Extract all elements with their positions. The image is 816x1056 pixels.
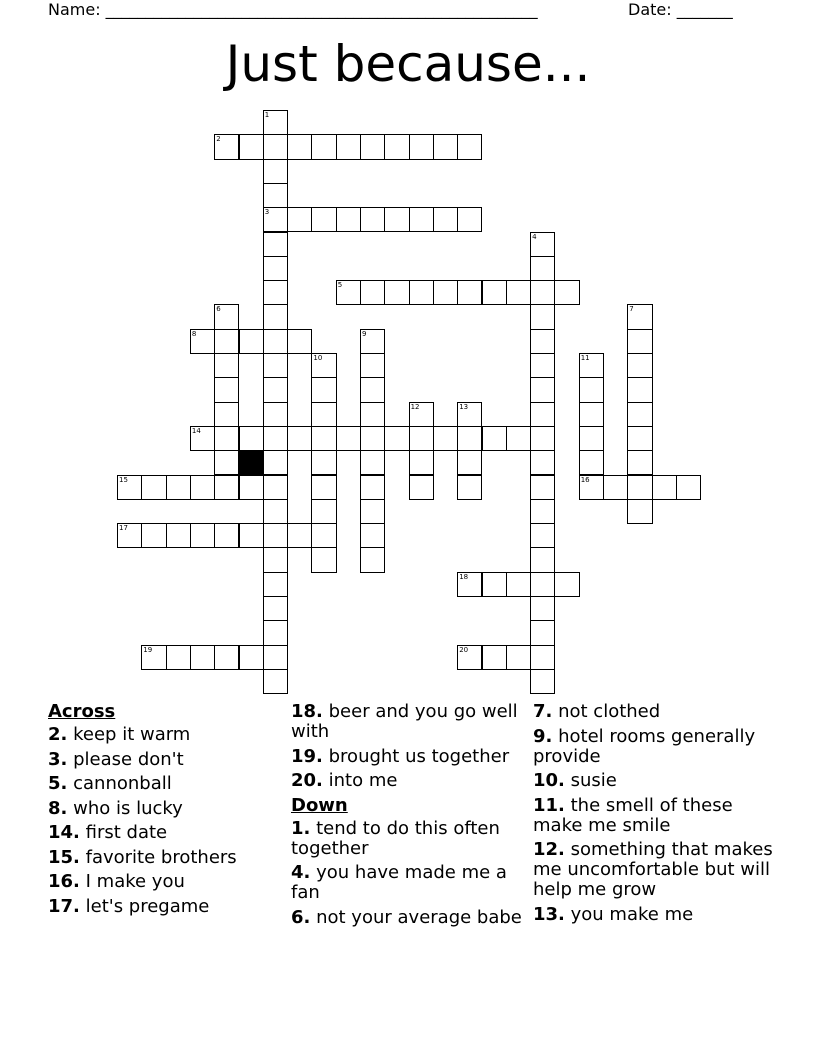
clue-across-16: 16. I make you xyxy=(48,871,185,892)
grid-cell[interactable] xyxy=(457,475,482,500)
clue-number: 8 xyxy=(191,329,197,338)
grid-cell[interactable] xyxy=(457,134,482,159)
clue-across-17: 17. let's pregame xyxy=(48,895,210,917)
grid-cell[interactable] xyxy=(311,475,336,500)
clues-column-3 xyxy=(533,702,773,929)
grid-cell[interactable] xyxy=(530,426,555,451)
clue-down-12: 12. something that makes me uncomfortable but will help me grow xyxy=(533,839,773,900)
grid-cell[interactable] xyxy=(263,256,288,281)
grid-cell[interactable] xyxy=(530,353,555,378)
grid-cell[interactable] xyxy=(457,402,482,427)
down-heading: Down xyxy=(291,794,348,816)
clue-down-6: 6. not your average babe xyxy=(291,906,522,928)
clue-across-8: 8. who is lucky xyxy=(48,797,183,819)
clue-number: 12 xyxy=(410,402,420,411)
grid-cell[interactable] xyxy=(433,207,458,232)
grid-cell[interactable] xyxy=(457,280,482,305)
grid-cell[interactable] xyxy=(336,207,361,232)
clue-across-19: 19. brought us together xyxy=(291,745,510,767)
grid-cell[interactable] xyxy=(263,159,288,184)
grid-cell[interactable] xyxy=(506,645,531,670)
grid-cell[interactable] xyxy=(263,523,288,548)
grid-cell[interactable] xyxy=(263,232,288,257)
clue-number: 6 xyxy=(216,305,221,314)
clue-down-1: 1. tend to do this often together xyxy=(291,817,500,859)
grid-cell[interactable] xyxy=(263,304,288,329)
grid-cell[interactable] xyxy=(287,329,312,354)
grid-cell[interactable] xyxy=(482,280,507,305)
grid-cell[interactable] xyxy=(676,475,701,500)
grid-cell[interactable] xyxy=(239,426,264,451)
grid-cell[interactable] xyxy=(360,547,385,572)
clue-number: 2 xyxy=(216,135,221,144)
grid-cell[interactable] xyxy=(506,280,531,305)
grid-cell[interactable] xyxy=(263,475,288,500)
black-cell xyxy=(239,450,264,475)
grid-cell[interactable] xyxy=(409,280,434,305)
grid-cell[interactable] xyxy=(360,329,385,354)
grid-cell[interactable] xyxy=(530,377,555,402)
grid-cell[interactable] xyxy=(190,426,215,451)
clue-number: 17 xyxy=(119,524,128,533)
grid-cell[interactable] xyxy=(627,353,652,378)
grid-cell[interactable] xyxy=(263,402,288,427)
grid-cell[interactable] xyxy=(360,134,385,159)
grid-cell[interactable] xyxy=(311,426,336,451)
grid-cell[interactable] xyxy=(263,596,288,621)
clue-number: 11 xyxy=(580,354,590,362)
puzzle-title: Just because... xyxy=(225,35,591,93)
grid-cell[interactable] xyxy=(530,669,555,694)
grid-cell[interactable] xyxy=(384,280,409,305)
grid-cell[interactable] xyxy=(117,523,142,548)
grid-cell[interactable] xyxy=(239,523,264,548)
grid-cell[interactable] xyxy=(214,353,239,378)
grid-cell[interactable] xyxy=(530,256,555,281)
clue-number: 18 xyxy=(459,572,469,581)
grid-cell[interactable] xyxy=(627,426,652,451)
grid-cell[interactable] xyxy=(311,402,336,427)
grid-cell[interactable] xyxy=(554,572,579,597)
grid-cell[interactable] xyxy=(457,572,482,597)
grid-cell[interactable] xyxy=(579,402,604,427)
grid-cell[interactable] xyxy=(579,353,604,378)
grid-cell[interactable] xyxy=(433,280,458,305)
grid-cell[interactable] xyxy=(239,475,264,500)
grid-cell[interactable] xyxy=(409,207,434,232)
grid-cell[interactable] xyxy=(287,207,312,232)
grid-cell[interactable] xyxy=(482,645,507,670)
grid-cell[interactable] xyxy=(190,645,215,670)
grid-cell[interactable] xyxy=(336,280,361,305)
grid-cell[interactable] xyxy=(263,207,288,232)
grid-cell[interactable] xyxy=(263,620,288,645)
grid-cell[interactable] xyxy=(457,426,482,451)
grid-cell[interactable] xyxy=(627,402,652,427)
grid-cell[interactable] xyxy=(239,134,264,159)
across-heading: Across xyxy=(48,701,116,722)
grid-cell[interactable] xyxy=(579,377,604,402)
grid-cell[interactable] xyxy=(603,475,628,500)
clue-number: 20 xyxy=(459,645,469,654)
clue-down-7: 7. not clothed xyxy=(533,701,661,722)
grid-cell[interactable] xyxy=(360,450,385,475)
clue-number: 19 xyxy=(143,645,153,654)
grid-cell[interactable] xyxy=(214,304,239,329)
grid-cell[interactable] xyxy=(652,475,677,500)
grid-cell[interactable] xyxy=(166,475,191,500)
grid-cell[interactable] xyxy=(263,183,288,208)
grid-cell[interactable] xyxy=(214,523,239,548)
clue-across-14: 14. first date xyxy=(48,822,168,843)
grid-cell[interactable] xyxy=(263,499,288,524)
name-field-label[interactable]: Name: ______________________________________________________ xyxy=(48,0,538,19)
clue-number: 14 xyxy=(191,426,201,435)
grid-cell[interactable] xyxy=(263,547,288,572)
grid-cell[interactable] xyxy=(263,426,288,451)
grid-cell[interactable] xyxy=(360,207,385,232)
clue-across-3: 3. please don't xyxy=(48,748,184,770)
grid-cell[interactable] xyxy=(530,280,555,305)
grid-cell[interactable] xyxy=(117,475,142,500)
clue-number: 10 xyxy=(313,354,323,362)
grid-cell[interactable] xyxy=(263,377,288,402)
grid-cell[interactable] xyxy=(360,353,385,378)
clue-down-10: 10. susie xyxy=(533,770,617,791)
grid-cell[interactable] xyxy=(384,207,409,232)
grid-cell[interactable] xyxy=(627,304,652,329)
grid-cell[interactable] xyxy=(384,134,409,159)
clue-number: 1 xyxy=(264,111,270,119)
grid-cell[interactable] xyxy=(482,426,507,451)
grid-cell[interactable] xyxy=(579,426,604,451)
grid-cell[interactable] xyxy=(141,475,166,500)
grid-cell[interactable] xyxy=(530,572,555,597)
grid-cell[interactable] xyxy=(311,377,336,402)
grid-cell[interactable] xyxy=(311,353,336,378)
grid-cell[interactable] xyxy=(214,426,239,451)
date-field-label[interactable]: Date: _______ xyxy=(628,0,733,19)
grid-cell[interactable] xyxy=(263,669,288,694)
clue-down-13: 13. you make me xyxy=(533,903,694,925)
grid-cell[interactable] xyxy=(336,426,361,451)
grid-cell[interactable] xyxy=(409,426,434,451)
grid-cell[interactable] xyxy=(141,645,166,670)
grid-cell[interactable] xyxy=(263,134,288,159)
grid-cell[interactable] xyxy=(287,426,312,451)
grid-cell[interactable] xyxy=(530,232,555,257)
grid-cell[interactable] xyxy=(627,475,652,500)
grid-cell[interactable] xyxy=(579,475,604,500)
grid-cell[interactable] xyxy=(214,645,239,670)
grid-cell[interactable] xyxy=(409,402,434,427)
grid-cell[interactable] xyxy=(190,329,215,354)
grid-cell[interactable] xyxy=(263,572,288,597)
grid-cell[interactable] xyxy=(627,499,652,524)
grid-cell[interactable] xyxy=(263,280,288,305)
grid-cell[interactable] xyxy=(214,402,239,427)
clue-across-15: 15. favorite brothers xyxy=(48,846,237,868)
grid-cell[interactable] xyxy=(530,499,555,524)
grid-cell[interactable] xyxy=(287,134,312,159)
grid-cell[interactable] xyxy=(506,426,531,451)
grid-cell[interactable] xyxy=(530,620,555,645)
grid-cell[interactable] xyxy=(190,475,215,500)
grid-cell[interactable] xyxy=(263,110,288,135)
grid-cell[interactable] xyxy=(627,329,652,354)
grid-cell[interactable] xyxy=(311,450,336,475)
clue-number: 13 xyxy=(459,402,469,411)
grid-cell[interactable] xyxy=(287,523,312,548)
clue-down-11: 11. the smell of these make me smile xyxy=(533,794,733,836)
grid-cell[interactable] xyxy=(554,280,579,305)
grid-cell[interactable] xyxy=(360,280,385,305)
grid-cell[interactable] xyxy=(214,450,239,475)
header xyxy=(48,0,748,20)
grid-cell[interactable] xyxy=(239,645,264,670)
grid-cell[interactable] xyxy=(627,450,652,475)
grid-cell[interactable] xyxy=(336,134,361,159)
grid-cell[interactable] xyxy=(530,329,555,354)
clue-number: 16 xyxy=(580,475,590,484)
clue-down-4: 4. you have made me a fan xyxy=(291,862,507,903)
grid-cell[interactable] xyxy=(214,377,239,402)
clue-across-5: 5. cannonball xyxy=(48,773,172,794)
grid-cell[interactable] xyxy=(530,402,555,427)
grid-cell[interactable] xyxy=(214,134,239,159)
grid-cell[interactable] xyxy=(214,475,239,500)
grid-cell[interactable] xyxy=(239,329,264,354)
clue-down-9: 9. hotel rooms generally provide xyxy=(533,725,756,767)
grid-cell[interactable] xyxy=(360,499,385,524)
grid-cell[interactable] xyxy=(141,523,166,548)
clue-number: 4 xyxy=(532,232,537,241)
grid-cell[interactable] xyxy=(384,426,409,451)
grid-cell[interactable] xyxy=(530,523,555,548)
clues-column-1 xyxy=(48,702,278,921)
grid-cell[interactable] xyxy=(457,645,482,670)
grid-cell[interactable] xyxy=(360,377,385,402)
grid-cell[interactable] xyxy=(166,523,191,548)
clue-number: 9 xyxy=(362,329,367,338)
grid-cell[interactable] xyxy=(506,572,531,597)
grid-cell[interactable] xyxy=(409,134,434,159)
grid-cell[interactable] xyxy=(311,523,336,548)
grid-cell[interactable] xyxy=(263,645,288,670)
grid-cell[interactable] xyxy=(409,475,434,500)
grid-cell[interactable] xyxy=(457,207,482,232)
grid-cell[interactable] xyxy=(263,329,288,354)
grid-cell[interactable] xyxy=(482,572,507,597)
grid-cell[interactable] xyxy=(409,450,434,475)
grid-cell[interactable] xyxy=(530,547,555,572)
clues-column-2 xyxy=(291,702,526,932)
grid-cell[interactable] xyxy=(530,475,555,500)
clue-across-2: 2. keep it warm xyxy=(48,724,191,745)
grid-cell[interactable] xyxy=(360,402,385,427)
grid-cell[interactable] xyxy=(311,207,336,232)
grid-cell[interactable] xyxy=(360,475,385,500)
grid-cell[interactable] xyxy=(311,499,336,524)
grid-cell[interactable] xyxy=(360,523,385,548)
grid-cell[interactable] xyxy=(530,596,555,621)
grid-cell[interactable] xyxy=(263,353,288,378)
grid-cell[interactable] xyxy=(433,134,458,159)
grid-cell[interactable] xyxy=(190,523,215,548)
clue-number: 7 xyxy=(629,305,634,314)
grid-cell[interactable] xyxy=(627,377,652,402)
grid-cell[interactable] xyxy=(579,450,604,475)
grid-cell[interactable] xyxy=(457,450,482,475)
clue-number: 15 xyxy=(119,475,128,484)
clue-across-20: 20. into me xyxy=(291,770,398,791)
grid-cell[interactable] xyxy=(263,450,288,475)
clue-number: 3 xyxy=(264,208,270,217)
grid-cell[interactable] xyxy=(311,134,336,159)
grid-cell[interactable] xyxy=(360,426,385,451)
grid-cell[interactable] xyxy=(530,450,555,475)
grid-cell[interactable] xyxy=(214,329,239,354)
grid-cell[interactable] xyxy=(530,304,555,329)
grid-cell[interactable] xyxy=(530,645,555,670)
grid-cell[interactable] xyxy=(166,645,191,670)
grid-cell[interactable] xyxy=(433,426,458,451)
clue-across-18: 18. beer and you go well with xyxy=(291,701,518,742)
grid-cell[interactable] xyxy=(311,547,336,572)
clue-number: 5 xyxy=(337,281,343,290)
